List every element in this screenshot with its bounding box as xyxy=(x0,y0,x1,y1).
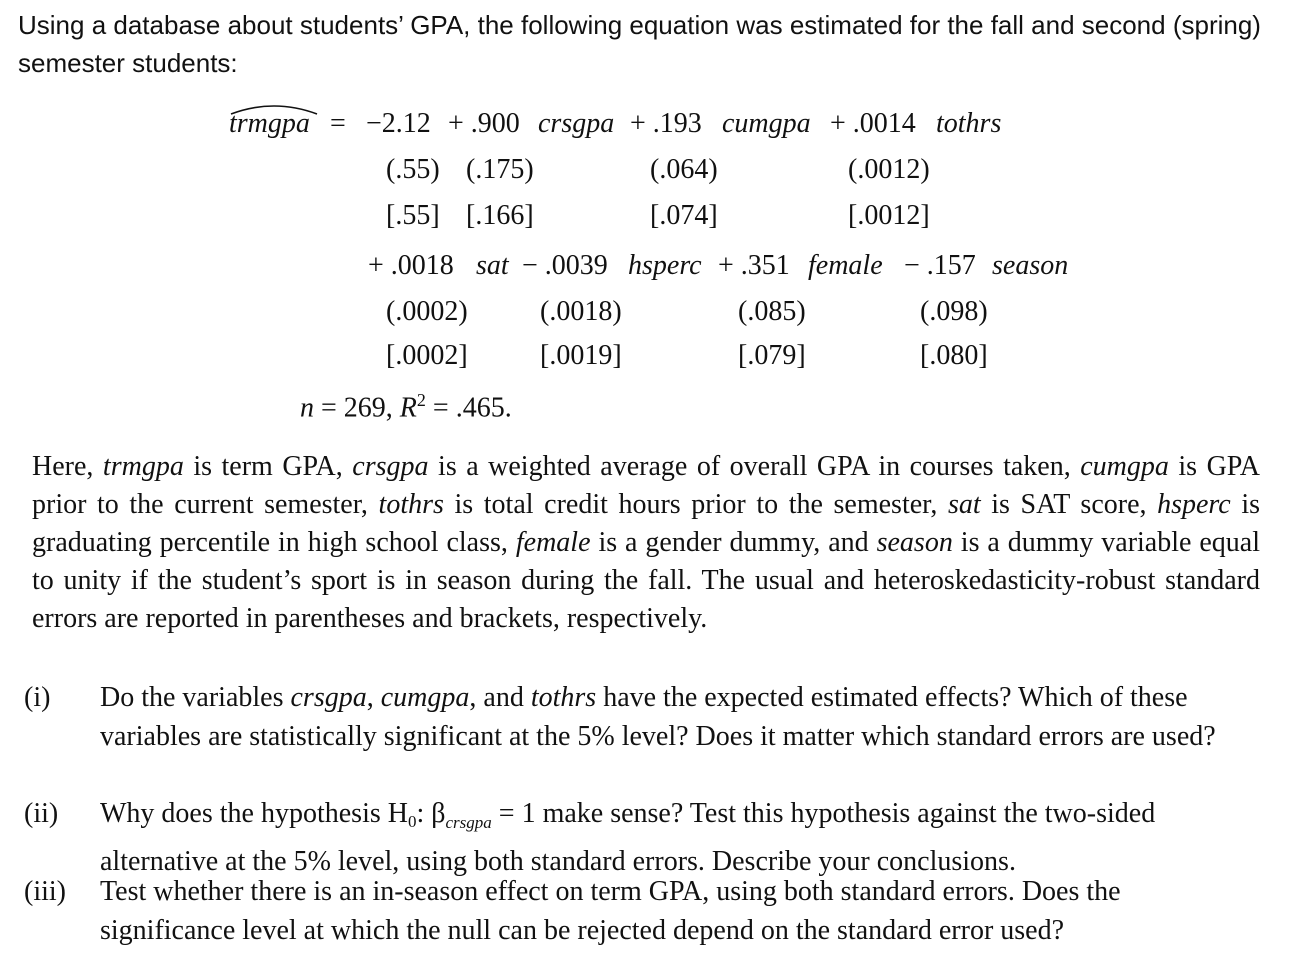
equals-sign: = xyxy=(330,108,346,139)
rse-crsgpa: [.166] xyxy=(466,200,534,231)
rse-female: [.079] xyxy=(738,340,806,371)
question-1-text: Do the variables crsgpa, cumgpa, and tothrs have the expected estimated effects? Which of these variables are statistically significant at the 5% level? Does it matter which standard errors are used? xyxy=(100,682,1216,752)
se-hsperc: (.0018) xyxy=(540,296,622,327)
question-3-number: (iii) xyxy=(24,876,66,907)
intro-text: Using a database about students’ GPA, the following equation was estimated for the fall and second (spring) semester students: xyxy=(18,10,1261,78)
coef-season: − .157 xyxy=(904,250,976,281)
r2-superscript: 2 xyxy=(416,390,426,410)
rse-intercept: [.55] xyxy=(386,200,440,231)
coef-female: + .351 xyxy=(718,250,790,281)
se-sat: (.0002) xyxy=(386,296,468,327)
coef-cumgpa: + .193 xyxy=(630,108,702,139)
se-female: (.085) xyxy=(738,296,806,327)
var-sat: sat xyxy=(476,250,509,281)
var-hsperc: hsperc xyxy=(628,250,702,281)
coef-sat: + .0018 xyxy=(368,250,454,281)
var-season: season xyxy=(992,250,1069,281)
se-crsgpa: (.175) xyxy=(466,154,534,185)
se-season: (.098) xyxy=(920,296,988,327)
sample-stats xyxy=(300,390,512,424)
r2-label: R xyxy=(399,392,417,424)
r2-value: = .465. xyxy=(432,392,512,424)
lhs-trmgpa: trmgpa xyxy=(229,108,310,139)
var-cumgpa: cumgpa xyxy=(722,108,811,139)
question-3-text: Test whether there is an in-season effect on term GPA, using both standard errors. Does the significance level at which the null can be rejected depend on the standard error used? xyxy=(100,876,1121,946)
coef-tothrs: + .0014 xyxy=(830,108,916,139)
se-intercept: (.55) xyxy=(386,154,440,185)
se-tothrs: (.0012) xyxy=(848,154,930,185)
coef-crsgpa: + .900 xyxy=(448,108,520,139)
question-1-number: (i) xyxy=(24,682,51,713)
rse-hsperc: [.0019] xyxy=(540,340,622,371)
var-female: female xyxy=(808,250,883,281)
var-crsgpa: crsgpa xyxy=(538,108,615,139)
n-value: = 269, xyxy=(321,392,393,424)
rse-sat: [.0002] xyxy=(386,340,468,371)
var-tothrs: tothrs xyxy=(936,108,1002,139)
n-label: n xyxy=(300,392,314,424)
question-2-text: Why does the hypothesis $H_0$: $\beta_{crsgpa} = 1$ make sense? Test this hypothesis against the two-sided alternative at the 5% level, using both standard errors. Describe your conclusions. xyxy=(100,798,1156,877)
variable-description: Here, trmgpa is term GPA, crsgpa is a weighted average of overall GPA in courses taken, cumgpa is GPA prior to the current semester, tothrs is total credit hours prior to the semester, sat is SAT score, hsperc is graduating percentile in high school class, female is a gender dummy, and season is a dummy variable equal to unity if the student’s sport is in season during the fall. The usual and heteroskedasticity-robust standard errors are reported in parentheses and brackets, respectively. xyxy=(32,451,1261,634)
se-cumgpa: (.064) xyxy=(650,154,718,185)
coef-hsperc: − .0039 xyxy=(522,250,608,281)
question-2-number: (ii) xyxy=(24,798,59,829)
intercept: −2.12 xyxy=(366,108,431,139)
rse-tothrs: [.0012] xyxy=(848,200,930,231)
rse-season: [.080] xyxy=(920,340,988,371)
rse-cumgpa: [.074] xyxy=(650,200,718,231)
